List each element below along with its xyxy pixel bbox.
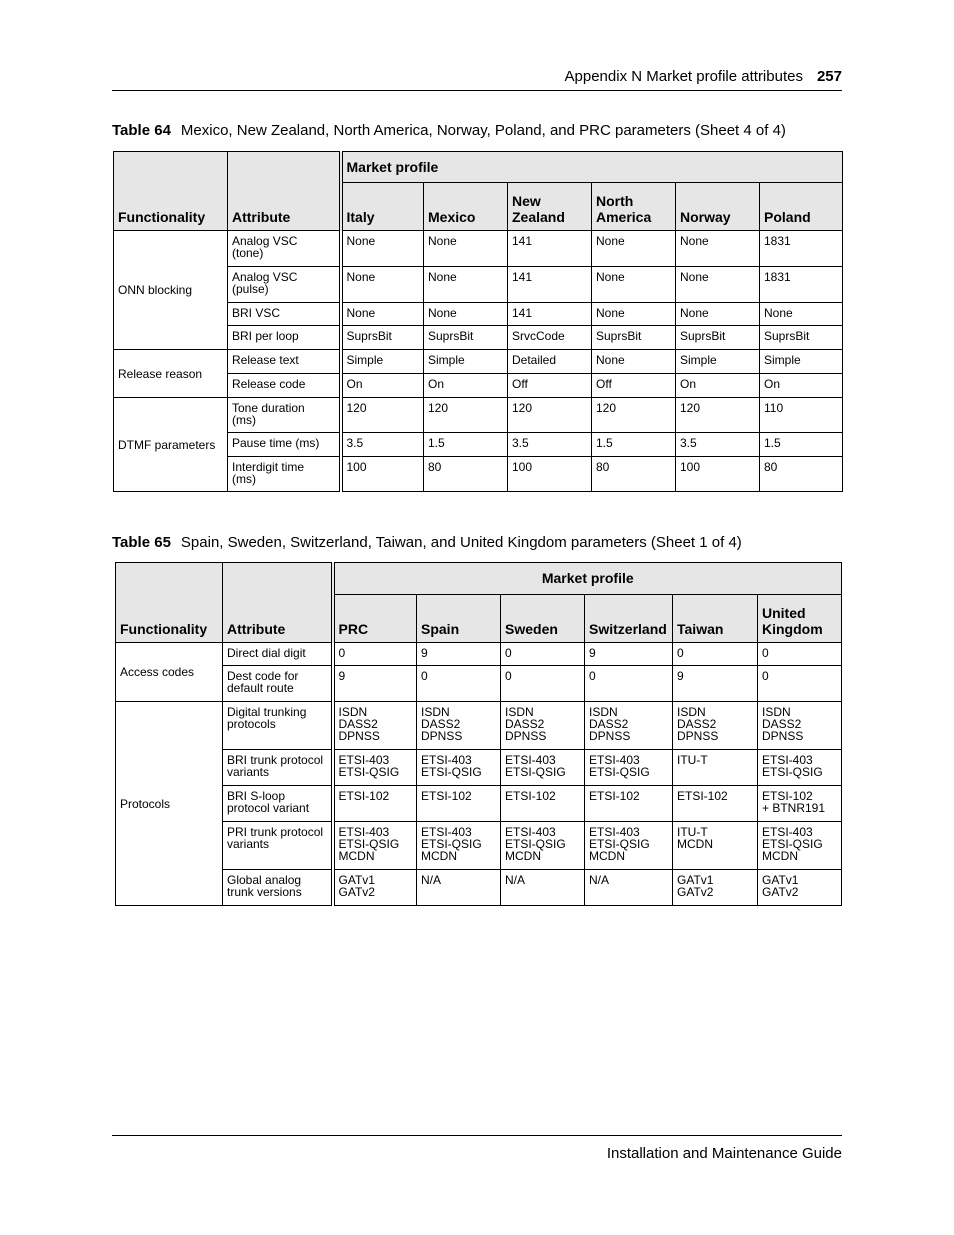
value-cell: ETSI-403 ETSI-QSIG bbox=[585, 750, 673, 786]
value-cell: None bbox=[592, 267, 676, 303]
value-cell: 9 bbox=[333, 666, 417, 702]
value-cell: ETSI-403 ETSI-QSIG MCDN bbox=[758, 822, 842, 870]
table64 bbox=[113, 151, 843, 492]
value-cell: 120 bbox=[592, 398, 676, 433]
functionality-cell: DTMF parameters bbox=[114, 398, 228, 492]
value-cell: ETSI-403 ETSI-QSIG MCDN bbox=[333, 822, 417, 870]
value-cell: None bbox=[424, 231, 508, 267]
value-cell: ETSI-403 ETSI-QSIG MCDN bbox=[501, 822, 585, 870]
header-row bbox=[114, 152, 843, 183]
value-cell: ISDN DASS2 DPNSS bbox=[673, 702, 758, 750]
functionality-cell: Release reason bbox=[114, 350, 228, 398]
value-cell: 120 bbox=[424, 398, 508, 433]
functionality-cell: ONN blocking bbox=[114, 231, 228, 350]
table-row bbox=[116, 870, 842, 906]
table-row bbox=[114, 398, 843, 433]
value-cell: ETSI-102 + BTNR191 bbox=[758, 786, 842, 822]
market-profile-header: Market profile bbox=[341, 152, 843, 183]
table-row bbox=[114, 350, 843, 374]
value-cell: None bbox=[341, 303, 424, 326]
value-cell: ETSI-102 bbox=[673, 786, 758, 822]
value-cell: ISDN DASS2 DPNSS bbox=[417, 702, 501, 750]
page-header bbox=[565, 68, 842, 85]
table64-caption bbox=[112, 122, 786, 139]
value-cell: 80 bbox=[424, 457, 508, 492]
col-market: New Zealand bbox=[508, 183, 592, 231]
value-cell: 1831 bbox=[760, 231, 843, 267]
col-market: Sweden bbox=[501, 595, 585, 643]
value-cell: ETSI-403 ETSI-QSIG bbox=[333, 750, 417, 786]
value-cell: ETSI-403 ETSI-QSIG MCDN bbox=[585, 822, 673, 870]
value-cell: On bbox=[676, 374, 760, 398]
value-cell: ETSI-403 ETSI-QSIG MCDN bbox=[417, 822, 501, 870]
value-cell: 0 bbox=[585, 666, 673, 702]
value-cell: ISDN DASS2 DPNSS bbox=[585, 702, 673, 750]
header-section: Appendix N Market profile attributes bbox=[564, 68, 803, 85]
value-cell: 80 bbox=[760, 457, 843, 492]
value-cell: Simple bbox=[760, 350, 843, 374]
col-functionality: Functionality bbox=[114, 152, 228, 231]
value-cell: ETSI-102 bbox=[333, 786, 417, 822]
attribute-cell: Analog VSC (pulse) bbox=[228, 267, 341, 303]
value-cell: Off bbox=[592, 374, 676, 398]
col-attribute: Attribute bbox=[223, 563, 333, 643]
value-cell: N/A bbox=[585, 870, 673, 906]
value-cell: None bbox=[676, 231, 760, 267]
value-cell: On bbox=[341, 374, 424, 398]
value-cell: None bbox=[760, 303, 843, 326]
value-cell: None bbox=[341, 231, 424, 267]
col-market: Poland bbox=[760, 183, 843, 231]
value-cell: ETSI-403 ETSI-QSIG bbox=[501, 750, 585, 786]
value-cell: 120 bbox=[508, 398, 592, 433]
table65-title: Spain, Sweden, Switzerland, Taiwan, and United Kingdom parameters (Sheet 1 of 4) bbox=[180, 534, 742, 551]
value-cell: Simple bbox=[676, 350, 760, 374]
value-cell: None bbox=[676, 303, 760, 326]
table64-label: Table 64 bbox=[112, 122, 171, 139]
col-market: Spain bbox=[417, 595, 501, 643]
value-cell: On bbox=[760, 374, 843, 398]
value-cell: 100 bbox=[341, 457, 424, 492]
value-cell: 1.5 bbox=[424, 433, 508, 457]
attribute-cell: BRI per loop bbox=[228, 326, 341, 350]
value-cell: 141 bbox=[508, 231, 592, 267]
value-cell: ETSI-102 bbox=[501, 786, 585, 822]
value-cell: 80 bbox=[592, 457, 676, 492]
attribute-cell: BRI S-loop protocol variant bbox=[223, 786, 333, 822]
value-cell: 0 bbox=[758, 643, 842, 666]
value-cell: SuprsBit bbox=[760, 326, 843, 350]
value-cell: ETSI-102 bbox=[417, 786, 501, 822]
attribute-cell: Pause time (ms) bbox=[228, 433, 341, 457]
value-cell: 120 bbox=[341, 398, 424, 433]
attribute-cell: BRI trunk protocol variants bbox=[223, 750, 333, 786]
value-cell: None bbox=[592, 303, 676, 326]
table65-label: Table 65 bbox=[112, 534, 171, 551]
value-cell: ITU-T bbox=[673, 750, 758, 786]
value-cell: 100 bbox=[508, 457, 592, 492]
page-number: 257 bbox=[816, 68, 842, 85]
header-rule bbox=[112, 90, 842, 91]
value-cell: 3.5 bbox=[508, 433, 592, 457]
value-cell: ETSI-403 ETSI-QSIG bbox=[417, 750, 501, 786]
value-cell: 0 bbox=[417, 666, 501, 702]
value-cell: 1.5 bbox=[760, 433, 843, 457]
attribute-cell: Dest code for default route bbox=[223, 666, 333, 702]
col-market: North America bbox=[592, 183, 676, 231]
attribute-cell: BRI VSC bbox=[228, 303, 341, 326]
value-cell: 0 bbox=[501, 666, 585, 702]
value-cell: Simple bbox=[341, 350, 424, 374]
value-cell: 141 bbox=[508, 267, 592, 303]
attribute-cell: Tone duration (ms) bbox=[228, 398, 341, 433]
value-cell: ISDN DASS2 DPNSS bbox=[758, 702, 842, 750]
table64-title: Mexico, New Zealand, North America, Norway, Poland, and PRC parameters (Sheet 4 of 4) bbox=[180, 122, 786, 139]
value-cell: N/A bbox=[417, 870, 501, 906]
col-market: Taiwan bbox=[673, 595, 758, 643]
value-cell: None bbox=[424, 267, 508, 303]
page-footer: Installation and Maintenance Guide bbox=[606, 1145, 842, 1162]
attribute-cell: Analog VSC (tone) bbox=[228, 231, 341, 267]
value-cell: None bbox=[676, 267, 760, 303]
table-row bbox=[114, 231, 843, 267]
value-cell: ISDN DASS2 DPNSS bbox=[501, 702, 585, 750]
value-cell: 9 bbox=[673, 666, 758, 702]
col-market: Norway bbox=[676, 183, 760, 231]
table65-caption bbox=[112, 534, 742, 551]
value-cell: Simple bbox=[424, 350, 508, 374]
value-cell: ISDN DASS2 DPNSS bbox=[333, 702, 417, 750]
table65 bbox=[115, 562, 842, 906]
value-cell: 3.5 bbox=[341, 433, 424, 457]
value-cell: SuprsBit bbox=[341, 326, 424, 350]
attribute-cell: Release code bbox=[228, 374, 341, 398]
value-cell: 110 bbox=[760, 398, 843, 433]
value-cell: ITU-T MCDN bbox=[673, 822, 758, 870]
header-row bbox=[116, 563, 842, 595]
table-row bbox=[116, 822, 842, 870]
table-row bbox=[116, 666, 842, 702]
value-cell: ETSI-102 bbox=[585, 786, 673, 822]
col-market: Switzerland bbox=[585, 595, 673, 643]
value-cell: ETSI-403 ETSI-QSIG bbox=[758, 750, 842, 786]
value-cell: SuprsBit bbox=[424, 326, 508, 350]
market-profile-header: Market profile bbox=[333, 563, 842, 595]
functionality-cell: Protocols bbox=[116, 702, 223, 906]
value-cell: 9 bbox=[417, 643, 501, 666]
value-cell: 1.5 bbox=[592, 433, 676, 457]
value-cell: GATv1 GATv2 bbox=[758, 870, 842, 906]
value-cell: GATv1 GATv2 bbox=[673, 870, 758, 906]
attribute-cell: PRI trunk protocol variants bbox=[223, 822, 333, 870]
table-row bbox=[116, 786, 842, 822]
attribute-cell: Global analog trunk versions bbox=[223, 870, 333, 906]
value-cell: None bbox=[341, 267, 424, 303]
value-cell: Detailed bbox=[508, 350, 592, 374]
col-market: United Kingdom bbox=[758, 595, 842, 643]
attribute-cell: Direct dial digit bbox=[223, 643, 333, 666]
functionality-cell: Access codes bbox=[116, 643, 223, 702]
value-cell: 0 bbox=[673, 643, 758, 666]
col-market: PRC bbox=[333, 595, 417, 643]
value-cell: Off bbox=[508, 374, 592, 398]
value-cell: None bbox=[592, 350, 676, 374]
value-cell: GATv1 GATv2 bbox=[333, 870, 417, 906]
value-cell: None bbox=[592, 231, 676, 267]
value-cell: 1831 bbox=[760, 267, 843, 303]
value-cell: 0 bbox=[758, 666, 842, 702]
value-cell: 120 bbox=[676, 398, 760, 433]
value-cell: None bbox=[424, 303, 508, 326]
value-cell: 9 bbox=[585, 643, 673, 666]
col-attribute: Attribute bbox=[228, 152, 341, 231]
value-cell: SrvcCode bbox=[508, 326, 592, 350]
value-cell: 0 bbox=[333, 643, 417, 666]
attribute-cell: Release text bbox=[228, 350, 341, 374]
attribute-cell: Interdigit time (ms) bbox=[228, 457, 341, 492]
table-row bbox=[116, 750, 842, 786]
value-cell: 0 bbox=[501, 643, 585, 666]
col-market: Mexico bbox=[424, 183, 508, 231]
table-row bbox=[116, 702, 842, 750]
value-cell: 141 bbox=[508, 303, 592, 326]
col-functionality: Functionality bbox=[116, 563, 223, 643]
value-cell: 3.5 bbox=[676, 433, 760, 457]
col-market: Italy bbox=[341, 183, 424, 231]
table-row bbox=[116, 643, 842, 666]
attribute-cell: Digital trunking protocols bbox=[223, 702, 333, 750]
value-cell: SuprsBit bbox=[592, 326, 676, 350]
value-cell: 100 bbox=[676, 457, 760, 492]
value-cell: N/A bbox=[501, 870, 585, 906]
footer-rule bbox=[112, 1135, 842, 1136]
value-cell: On bbox=[424, 374, 508, 398]
value-cell: SuprsBit bbox=[676, 326, 760, 350]
